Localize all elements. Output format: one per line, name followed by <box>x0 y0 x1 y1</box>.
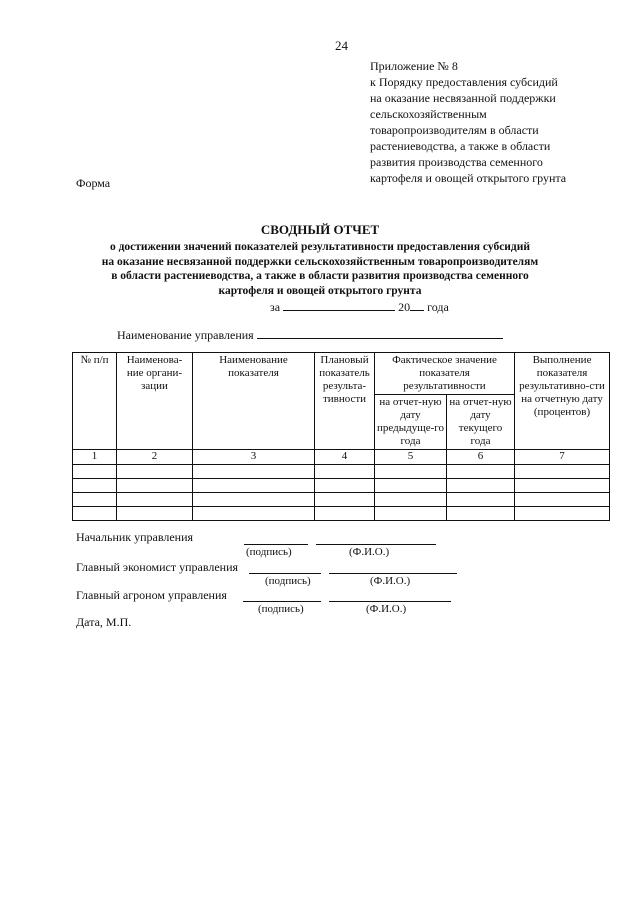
table-cell[interactable] <box>117 465 193 479</box>
table-cell[interactable] <box>515 479 610 493</box>
col-number: 7 <box>515 450 610 465</box>
header-actual: Фактическое значение показателя результативности <box>375 353 515 395</box>
table-cell[interactable] <box>193 507 315 521</box>
subtitle-line: о достижении значений показателей результативности предоставления субсидий <box>109 241 530 253</box>
col-number: 5 <box>375 450 447 465</box>
page-number: 24 <box>335 38 348 53</box>
agronomist-name-line[interactable] <box>329 601 451 602</box>
table-cell[interactable] <box>447 479 515 493</box>
appendix-line: развития производства семенного <box>370 155 543 169</box>
table-cell[interactable] <box>447 507 515 521</box>
date-stamp-label: Дата, М.П. <box>76 615 132 629</box>
head-name-line[interactable] <box>316 544 436 545</box>
col-number: 4 <box>315 450 375 465</box>
agronomist-label: Главный агроном управления <box>76 588 227 602</box>
col-number: 1 <box>73 450 117 465</box>
subtitle-line: на оказание несвязанной поддержки сельскохозяйственным товаропроизводителям <box>101 255 539 268</box>
table-cell[interactable] <box>73 507 117 521</box>
table-cell[interactable] <box>315 507 375 521</box>
table-cell[interactable] <box>73 479 117 493</box>
header-indicator: Наименование показателя <box>193 353 315 450</box>
appendix-line: картофеля и овощей открытого грунта <box>370 171 567 185</box>
department-line <box>117 326 503 343</box>
appendix-line: на оказание несвязанной поддержки <box>370 91 556 105</box>
table-header-row <box>73 353 610 395</box>
table-cell[interactable] <box>375 465 447 479</box>
header-org: Наименова-ние органи-зации <box>117 353 193 450</box>
period-suffix: года <box>427 300 449 314</box>
head-signature-line[interactable] <box>244 544 308 545</box>
table-cell[interactable] <box>73 465 117 479</box>
table-cell[interactable] <box>315 493 375 507</box>
head-label: Начальник управления <box>76 530 194 544</box>
header-actual-curr: на отчет-ную дату текущего года <box>447 395 515 450</box>
table-cell[interactable] <box>447 465 515 479</box>
table-row <box>73 493 610 507</box>
table-cell[interactable] <box>375 493 447 507</box>
document-title: СВОДНЫЙ ОТЧЕТ <box>260 222 380 237</box>
table-cell[interactable] <box>315 479 375 493</box>
economist-name-caption: (Ф.И.О.) <box>370 575 411 587</box>
table-cell[interactable] <box>193 479 315 493</box>
table-cell[interactable] <box>193 493 315 507</box>
period-year-prefix: 20 <box>398 300 411 314</box>
appendix-line: сельскохозяйственным <box>370 107 487 121</box>
subtitle-line: картофеля и овощей открытого грунта <box>218 284 422 297</box>
agronomist-signature-caption: (подпись) <box>258 603 304 615</box>
head-name-caption: (Ф.И.О.) <box>349 546 390 558</box>
economist-signature-line[interactable] <box>249 573 321 574</box>
table-cell[interactable] <box>515 493 610 507</box>
table-cell[interactable] <box>447 493 515 507</box>
table-cell[interactable] <box>73 493 117 507</box>
department-blank[interactable] <box>257 326 503 339</box>
department-label: Наименование управления <box>117 328 254 342</box>
col-number: 6 <box>447 450 515 465</box>
head-signature-caption: (подпись) <box>246 546 292 558</box>
table-row <box>73 507 610 521</box>
table-cell[interactable] <box>375 507 447 521</box>
economist-name-line[interactable] <box>329 573 457 574</box>
col-number: 2 <box>117 450 193 465</box>
period-blank[interactable] <box>283 298 395 311</box>
header-completion: Выполнение показателя результативно-сти на отчетную дату (процентов) <box>515 353 610 450</box>
table-cell[interactable] <box>375 479 447 493</box>
agronomist-signature-line[interactable] <box>243 601 321 602</box>
period-prefix: за <box>270 300 281 314</box>
appendix-note <box>370 58 620 186</box>
appendix-line: товаропроизводителям в области <box>370 123 539 137</box>
table-cell[interactable] <box>193 465 315 479</box>
economist-label: Главный экономист управления <box>76 560 239 574</box>
table-cell[interactable] <box>117 507 193 521</box>
appendix-line: растениеводства, а также в области <box>370 139 551 153</box>
table-cell[interactable] <box>117 479 193 493</box>
table-cell[interactable] <box>117 493 193 507</box>
table-cell[interactable] <box>315 465 375 479</box>
economist-signature-caption: (подпись) <box>265 575 311 587</box>
agronomist-name-caption: (Ф.И.О.) <box>366 603 407 615</box>
header-planned: Плановый показатель результа-тивности <box>315 353 375 450</box>
appendix-line: к Порядку предоставления субсидий <box>370 75 558 89</box>
table-row <box>73 465 610 479</box>
table-cell[interactable] <box>515 507 610 521</box>
subtitle-line: в области растениеводства, а также в области развития производства семенного <box>111 270 529 282</box>
report-table <box>72 352 610 521</box>
header-actual-prev: на отчет-ную дату предыдуще-го года <box>375 395 447 450</box>
document-subtitle <box>60 240 580 298</box>
table-row <box>73 479 610 493</box>
appendix-line: Приложение № 8 <box>370 59 458 73</box>
col-number: 3 <box>193 450 315 465</box>
year-blank[interactable] <box>410 298 424 311</box>
report-period <box>270 298 449 315</box>
table-cell[interactable] <box>515 465 610 479</box>
table-column-numbers <box>73 450 610 465</box>
form-label: Форма <box>76 176 111 190</box>
header-num: № п/п <box>73 353 117 450</box>
